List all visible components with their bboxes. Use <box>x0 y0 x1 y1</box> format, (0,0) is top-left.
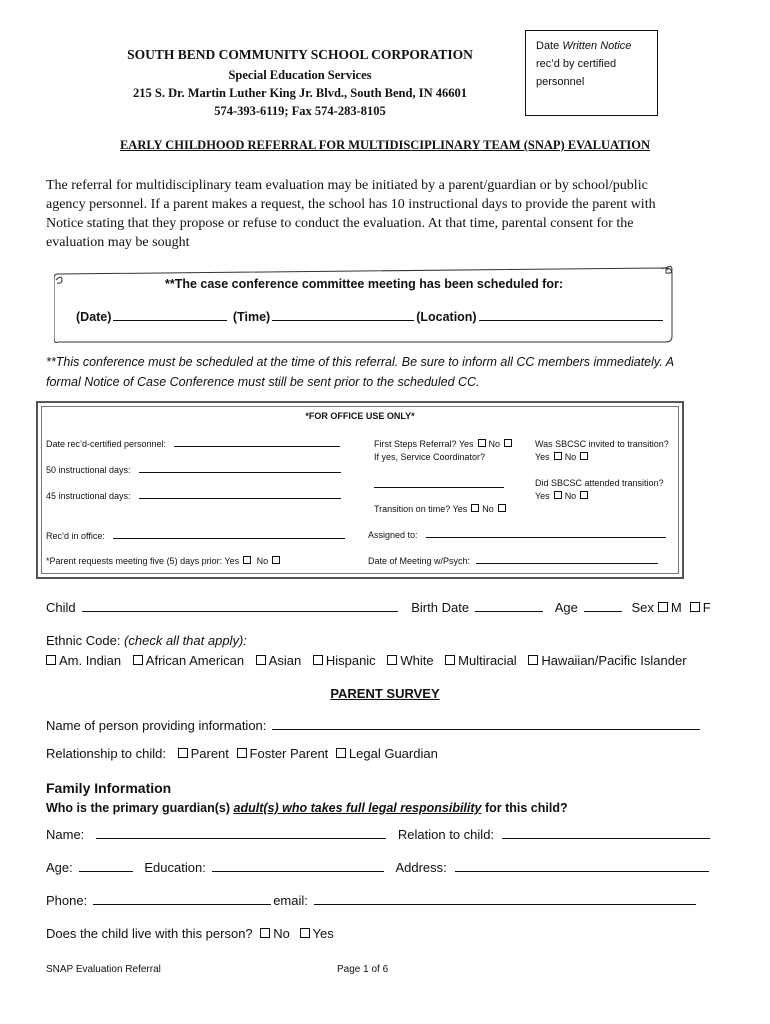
ethnic-option: African American <box>145 653 245 668</box>
address-blank[interactable] <box>455 870 709 872</box>
sex-label: Sex <box>631 600 654 615</box>
office-sbcsc-invited: Was SBCSC invited to transition? <box>535 439 669 449</box>
label: Date rec’d-certified personnel: <box>46 439 167 449</box>
phone-label: Phone: <box>46 893 88 908</box>
time-blank[interactable] <box>272 319 414 321</box>
lives-yes-label: Yes <box>312 926 334 941</box>
office-assigned-to <box>368 530 668 540</box>
ethnic-label-row <box>46 633 247 648</box>
footer-page-number: Page 1 of 6 <box>337 964 389 975</box>
intro-line: Notice stating that they propose or refuse to conduct the evaluation. At that time, parental consent for the <box>46 216 634 231</box>
guardian-name-row <box>46 827 712 842</box>
name-label: Name: <box>46 827 85 842</box>
org-name: SOUTH BEND COMMUNITY SCHOOL CORPORATION <box>127 47 473 62</box>
office-sbcsc-attended: Did SBCSC attended transition? <box>535 478 664 488</box>
office-parent-requests <box>46 556 283 566</box>
office-date-meeting <box>368 556 660 566</box>
office-50-days <box>46 465 343 475</box>
note-line: **This conference must be scheduled at the time of this referral. Be sure to inform all CC members immediately. A <box>46 355 675 369</box>
recd-office-blank[interactable] <box>113 537 345 539</box>
ethnic-hispanic-checkbox[interactable] <box>313 655 323 665</box>
sex-m-checkbox[interactable] <box>658 602 668 612</box>
question-text: for this child? <box>481 801 568 815</box>
child-name-blank[interactable] <box>82 610 398 612</box>
lives-no-label: No <box>273 926 290 941</box>
ethnic-option: Multiracial <box>458 653 517 668</box>
date-recd-blank[interactable] <box>174 445 340 447</box>
department: Special Education Services <box>228 68 372 82</box>
label: First Steps Referral? Yes <box>374 439 474 449</box>
first-steps-yes-checkbox[interactable] <box>478 439 486 447</box>
ethnic-hint: (check all that apply): <box>124 633 247 648</box>
date-label: (Date) <box>76 310 112 324</box>
ethnic-option: Asian <box>268 653 302 668</box>
notice-date-label: Date <box>536 40 560 52</box>
ethnic-asian-checkbox[interactable] <box>256 655 266 665</box>
lives-no-checkbox[interactable] <box>260 928 270 938</box>
lives-with-row <box>46 926 334 941</box>
phone-blank[interactable] <box>93 903 271 905</box>
office-use-box <box>36 401 684 579</box>
sex-f-checkbox[interactable] <box>690 602 700 612</box>
label: 50 instructional days: <box>46 465 131 475</box>
label: No <box>482 504 494 514</box>
intro-paragraph <box>46 176 746 252</box>
time-label: (Time) <box>232 310 271 324</box>
days50-blank[interactable] <box>139 471 341 473</box>
days45-blank[interactable] <box>139 497 341 499</box>
provider-blank[interactable] <box>272 728 700 730</box>
schedule-scroll <box>54 266 674 344</box>
date-meeting-blank[interactable] <box>476 562 658 564</box>
service-coord-blank[interactable] <box>374 487 504 488</box>
label: Assigned to: <box>368 530 418 540</box>
label: No <box>256 556 269 566</box>
ethnic-african-american-checkbox[interactable] <box>133 655 143 665</box>
sbcsc-attended-options <box>535 491 591 501</box>
label: Yes <box>535 452 550 462</box>
rel-parent-checkbox[interactable] <box>178 748 188 758</box>
provider-label: Name of person providing information: <box>46 718 267 733</box>
email-blank[interactable] <box>314 903 696 905</box>
family-question <box>46 801 568 815</box>
invited-yes-checkbox[interactable] <box>554 452 562 460</box>
transition-no-checkbox[interactable] <box>498 504 506 512</box>
education-blank[interactable] <box>212 870 384 872</box>
parent-req-yes-checkbox[interactable] <box>243 556 251 564</box>
ethnic-option: Am. Indian <box>59 653 122 668</box>
intro-line: evaluation may be sought <box>46 235 190 250</box>
office-45-days <box>46 491 343 501</box>
intro-line: The referral for multidisciplinary team evaluation may be initiated by a parent/guardian or by school/public <box>46 178 648 193</box>
label: No <box>564 452 577 462</box>
office-transition-time <box>374 504 509 514</box>
transition-yes-checkbox[interactable] <box>471 504 479 512</box>
provider-row <box>46 718 702 733</box>
ethnic-option: Hawaiian/Pacific Islander <box>541 653 687 668</box>
name-blank[interactable] <box>96 837 386 839</box>
label: No <box>488 439 501 449</box>
label: *Parent requests meeting five (5) days prior: Yes <box>46 556 240 566</box>
guardian-age-row <box>46 860 711 875</box>
label: Rec’d in office: <box>46 531 105 541</box>
notice-personnel-label: personnel <box>536 76 585 88</box>
label: No <box>564 491 577 501</box>
office-recd-office <box>46 531 347 541</box>
birth-date-label: Birth Date <box>411 600 470 615</box>
ethnic-option: White <box>400 653 434 668</box>
label: Yes <box>535 491 550 501</box>
relationship-label: Relationship to child: <box>46 746 166 761</box>
first-steps-no-checkbox[interactable] <box>504 439 512 447</box>
question-text: Who is the primary guardian(s) <box>46 801 234 815</box>
office-first-steps <box>374 439 515 449</box>
label: Date of Meeting w/Psych: <box>368 556 471 566</box>
sbcsc-invited-options <box>535 452 591 462</box>
ethnic-label: Ethnic Code: <box>46 633 125 648</box>
age-label: Age: <box>46 860 73 875</box>
rel-option: Parent <box>190 746 229 761</box>
sex-f-label: F <box>702 600 711 615</box>
question-emphasis: adult(s) who takes full legal responsibility <box>233 801 482 815</box>
ethnic-white-checkbox[interactable] <box>387 655 397 665</box>
office-service-coord: If yes, Service Coordinator? <box>374 452 486 462</box>
footer-form-name: SNAP Evaluation Referral <box>46 964 161 975</box>
ethnic-option: Hispanic <box>325 653 376 668</box>
label: 45 instructional days: <box>46 491 131 501</box>
intro-line: agency personnel. If a parent makes a request, the school has 10 instructional days to provide the parent with <box>46 197 656 212</box>
attended-no-checkbox[interactable] <box>580 491 588 499</box>
address: 215 S. Dr. Martin Luther King Jr. Blvd., South Bend, IN 46601 <box>133 86 467 100</box>
notice-recd-label: rec’d by certified <box>536 58 617 70</box>
phone-fax: 574-393-6119; Fax 574-283-8105 <box>214 104 386 118</box>
address-label: Address: <box>395 860 447 875</box>
location-label: (Location) <box>416 310 477 324</box>
lives-with-label: Does the child live with this person? <box>46 926 253 941</box>
rel-option: Foster Parent <box>249 746 329 761</box>
sex-m-label: M <box>670 600 682 615</box>
relationship-row <box>46 746 438 761</box>
location-blank[interactable] <box>479 319 663 321</box>
rel-foster-checkbox[interactable] <box>237 748 247 758</box>
schedule-fields <box>76 310 665 324</box>
family-heading: Family Information <box>46 780 172 796</box>
lives-yes-checkbox[interactable] <box>300 928 310 938</box>
schedule-heading: **The case conference committee meeting has been scheduled for: <box>164 277 564 291</box>
email-label: email: <box>273 893 308 908</box>
child-row <box>46 600 711 615</box>
guardian-phone-row <box>46 893 698 908</box>
age-label: Age <box>554 600 578 615</box>
date-blank[interactable] <box>113 319 227 321</box>
assigned-to-blank[interactable] <box>426 536 666 538</box>
written-notice-box[interactable] <box>525 30 658 116</box>
invited-no-checkbox[interactable] <box>580 452 588 460</box>
rel-guardian-checkbox[interactable] <box>336 748 346 758</box>
ethnic-hawaiian-checkbox[interactable] <box>528 655 538 665</box>
age-blank[interactable] <box>584 610 622 612</box>
survey-title: PARENT SURVEY <box>330 686 440 701</box>
education-label: Education: <box>144 860 206 875</box>
rel-option: Legal Guardian <box>348 746 438 761</box>
ethnic-options <box>42 653 687 668</box>
ethnic-multiracial-checkbox[interactable] <box>445 655 455 665</box>
parent-req-no-checkbox[interactable] <box>272 556 280 564</box>
attended-yes-checkbox[interactable] <box>554 491 562 499</box>
relation-blank[interactable] <box>502 837 710 839</box>
birth-date-blank[interactable] <box>475 610 543 612</box>
ethnic-am-indian-checkbox[interactable] <box>46 655 56 665</box>
label: Transition on time? Yes <box>374 504 468 514</box>
note-line: formal Notice of Case Conference must still be sent prior to the scheduled CC. <box>46 375 480 389</box>
office-title: *FOR OFFICE USE ONLY* <box>305 411 415 421</box>
notice-written-label: Written Notice <box>562 40 632 52</box>
form-title: EARLY CHILDHOOD REFERRAL FOR MULTIDISCIPLINARY TEAM (SNAP) EVALUATION <box>119 138 651 152</box>
guardian-age-blank[interactable] <box>79 870 133 872</box>
child-label: Child <box>46 600 76 615</box>
relation-label: Relation to child: <box>397 827 495 842</box>
office-date-recd <box>46 439 342 449</box>
conference-note <box>46 352 674 392</box>
